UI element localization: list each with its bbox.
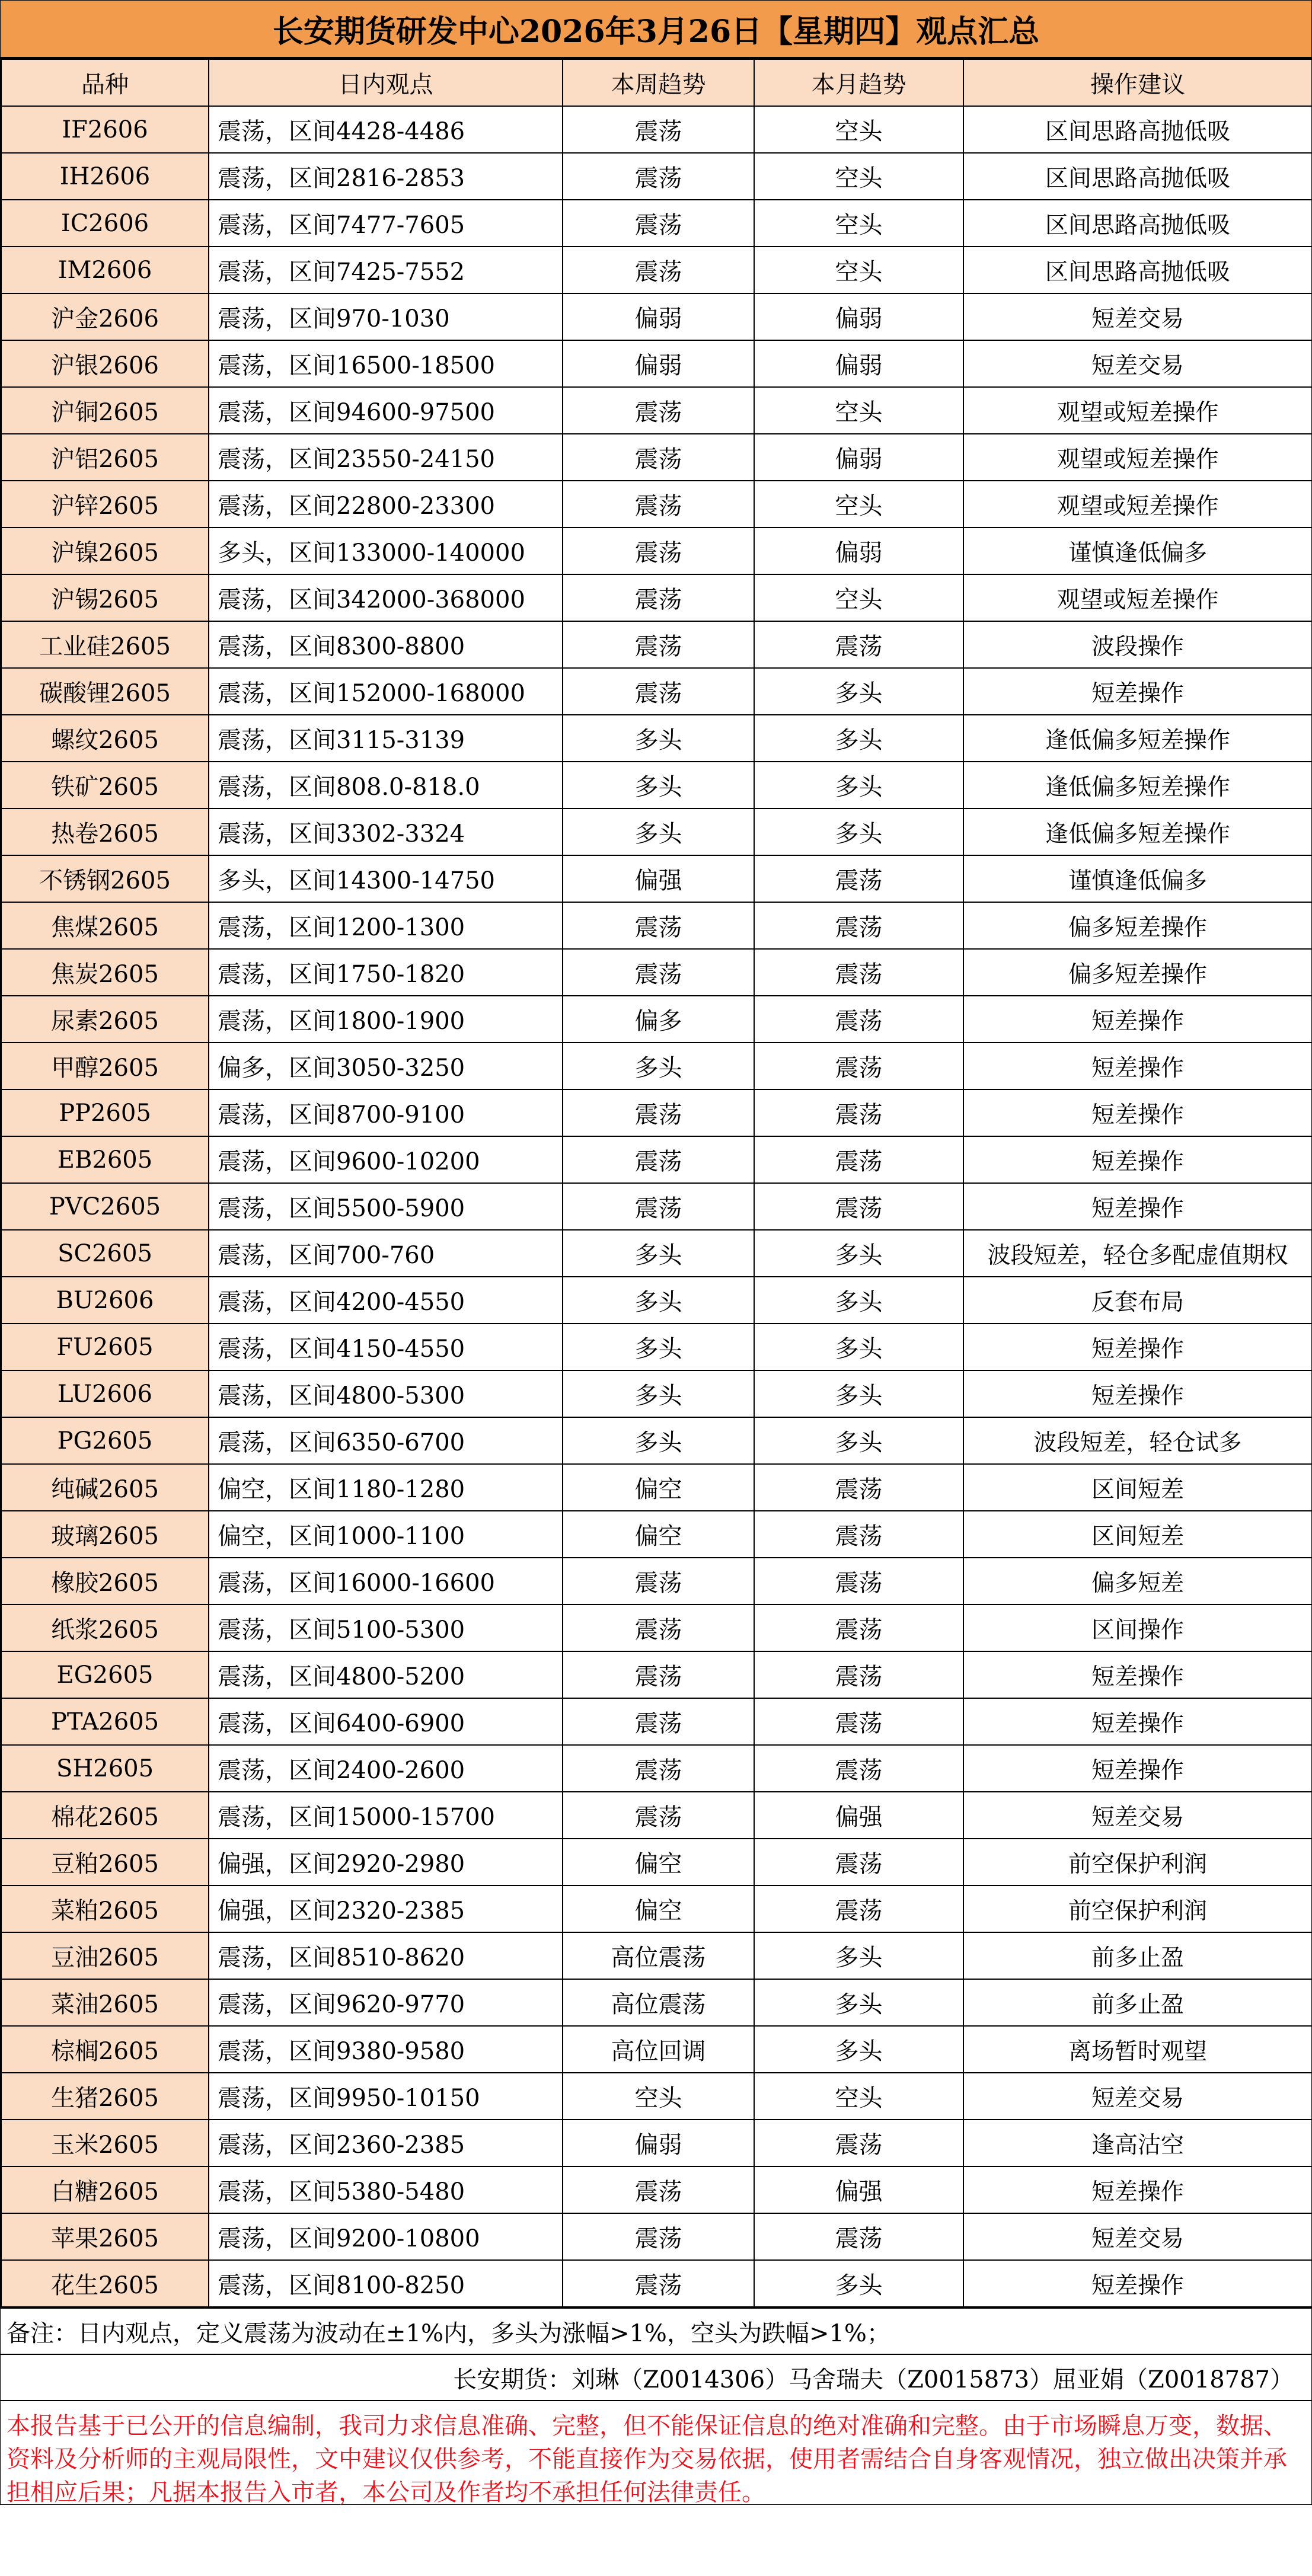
table-row (1, 621, 1312, 668)
product-cell: 豆油2605 (1, 1932, 209, 1979)
intraday-view-cell: 震荡，区间1750-1820 (209, 949, 563, 996)
intraday-view-cell: 震荡，区间970-1030 (209, 293, 563, 340)
monthly-trend-cell: 空头 (754, 247, 963, 293)
product-cell: PG2605 (1, 1417, 209, 1464)
table-row (1, 247, 1312, 293)
weekly-trend-cell: 震荡 (563, 1745, 754, 1792)
table-row (1, 2260, 1312, 2307)
advice-cell: 观望或短差操作 (963, 574, 1312, 621)
product-cell: 沪铜2605 (1, 387, 209, 434)
monthly-trend-cell: 空头 (754, 106, 963, 153)
intraday-view-cell: 震荡，区间94600-97500 (209, 387, 563, 434)
product-cell: 菜粕2605 (1, 1885, 209, 1932)
monthly-trend-cell: 震荡 (754, 1043, 963, 1089)
table-row (1, 1932, 1312, 1979)
product-cell: 焦煤2605 (1, 902, 209, 949)
product-cell: IC2606 (1, 200, 209, 247)
intraday-view-cell: 震荡，区间2816-2853 (209, 153, 563, 200)
product-cell: BU2606 (1, 1277, 209, 1324)
intraday-view-cell: 震荡，区间2400-2600 (209, 1745, 563, 1792)
product-cell: 焦炭2605 (1, 949, 209, 996)
weekly-trend-cell: 震荡 (563, 1651, 754, 1698)
monthly-trend-cell: 震荡 (754, 902, 963, 949)
table-row (1, 574, 1312, 621)
table-body (1, 106, 1312, 2307)
advice-cell: 反套布局 (963, 1277, 1312, 1324)
weekly-trend-cell: 震荡 (563, 1698, 754, 1745)
intraday-view-cell: 震荡，区间808.0-818.0 (209, 762, 563, 808)
product-cell: 纯碱2605 (1, 1464, 209, 1511)
weekly-trend-cell: 震荡 (563, 574, 754, 621)
table-row (1, 1089, 1312, 1136)
monthly-trend-cell: 震荡 (754, 1839, 963, 1885)
intraday-view-cell: 震荡，区间1800-1900 (209, 996, 563, 1043)
weekly-trend-cell: 偏弱 (563, 293, 754, 340)
table-row (1, 668, 1312, 715)
weekly-trend-cell: 偏弱 (563, 2120, 754, 2166)
product-cell: IM2606 (1, 247, 209, 293)
table-row (1, 1698, 1312, 1745)
advice-cell: 短差交易 (963, 340, 1312, 387)
weekly-trend-cell: 震荡 (563, 1136, 754, 1183)
weekly-trend-cell: 震荡 (563, 1605, 754, 1651)
intraday-view-cell: 震荡，区间5380-5480 (209, 2166, 563, 2213)
advice-cell: 离场暂时观望 (963, 2026, 1312, 2073)
advice-cell: 前多止盈 (963, 1932, 1312, 1979)
table-row (1, 1511, 1312, 1558)
monthly-trend-cell: 空头 (754, 481, 963, 528)
intraday-view-cell: 震荡，区间9380-9580 (209, 2026, 563, 2073)
product-cell: 纸浆2605 (1, 1605, 209, 1651)
table-row (1, 1605, 1312, 1651)
header-weekly-trend: 本周趋势 (563, 59, 754, 106)
table-row (1, 1417, 1312, 1464)
table-row (1, 2026, 1312, 2073)
advice-cell: 短差交易 (963, 1792, 1312, 1839)
monthly-trend-cell: 偏弱 (754, 293, 963, 340)
table-row (1, 1745, 1312, 1792)
monthly-trend-cell: 偏弱 (754, 528, 963, 574)
product-cell: FU2605 (1, 1324, 209, 1370)
note-text: 备注：日内观点，定义震荡为波动在±1%内，多头为涨幅>1%，空头为跌幅>1%； (1, 2307, 1311, 2354)
report-title: 长安期货研发中心2026年3月26日【星期四】观点汇总 (1, 1, 1311, 59)
weekly-trend-cell: 多头 (563, 1230, 754, 1277)
monthly-trend-cell: 偏强 (754, 2166, 963, 2213)
intraday-view-cell: 震荡，区间16000-16600 (209, 1558, 563, 1605)
advice-cell: 逢低偏多短差操作 (963, 762, 1312, 808)
weekly-trend-cell: 震荡 (563, 387, 754, 434)
intraday-view-cell: 偏强，区间2920-2980 (209, 1839, 563, 1885)
intraday-view-cell: 偏强，区间2320-2385 (209, 1885, 563, 1932)
weekly-trend-cell: 震荡 (563, 1089, 754, 1136)
table-row (1, 1464, 1312, 1511)
advice-cell: 短差操作 (963, 2166, 1312, 2213)
monthly-trend-cell: 震荡 (754, 1698, 963, 1745)
intraday-view-cell: 震荡，区间15000-15700 (209, 1792, 563, 1839)
weekly-trend-cell: 偏弱 (563, 340, 754, 387)
product-cell: 生猪2605 (1, 2073, 209, 2120)
intraday-view-cell: 震荡，区间5100-5300 (209, 1605, 563, 1651)
weekly-trend-cell: 多头 (563, 762, 754, 808)
advice-cell: 前多止盈 (963, 1979, 1312, 2026)
product-cell: 橡胶2605 (1, 1558, 209, 1605)
monthly-trend-cell: 震荡 (754, 1605, 963, 1651)
intraday-view-cell: 震荡，区间342000-368000 (209, 574, 563, 621)
weekly-trend-cell: 震荡 (563, 668, 754, 715)
intraday-view-cell: 震荡，区间152000-168000 (209, 668, 563, 715)
monthly-trend-cell: 多头 (754, 2026, 963, 2073)
intraday-view-cell: 震荡，区间9200-10800 (209, 2213, 563, 2260)
product-cell: 工业硅2605 (1, 621, 209, 668)
advice-cell: 前空保护利润 (963, 1839, 1312, 1885)
monthly-trend-cell: 多头 (754, 1979, 963, 2026)
advice-cell: 波段短差，轻仓试多 (963, 1417, 1312, 1464)
table-row (1, 762, 1312, 808)
intraday-view-cell: 震荡，区间6400-6900 (209, 1698, 563, 1745)
weekly-trend-cell: 多头 (563, 1370, 754, 1417)
monthly-trend-cell: 震荡 (754, 1651, 963, 1698)
product-cell: 棉花2605 (1, 1792, 209, 1839)
intraday-view-cell: 震荡，区间4150-4550 (209, 1324, 563, 1370)
table-row (1, 2213, 1312, 2260)
monthly-trend-cell: 空头 (754, 2073, 963, 2120)
product-cell: EG2605 (1, 1651, 209, 1698)
advice-cell: 短差操作 (963, 1698, 1312, 1745)
weekly-trend-cell: 震荡 (563, 2166, 754, 2213)
advice-cell: 短差操作 (963, 1136, 1312, 1183)
intraday-view-cell: 偏空，区间1000-1100 (209, 1511, 563, 1558)
advice-cell: 逢高沽空 (963, 2120, 1312, 2166)
product-cell: EB2605 (1, 1136, 209, 1183)
weekly-trend-cell: 震荡 (563, 902, 754, 949)
weekly-trend-cell: 震荡 (563, 528, 754, 574)
intraday-view-cell: 震荡，区间23550-24150 (209, 434, 563, 481)
weekly-trend-cell: 高位震荡 (563, 1932, 754, 1979)
intraday-view-cell: 震荡，区间22800-23300 (209, 481, 563, 528)
header-intraday-view: 日内观点 (209, 59, 563, 106)
weekly-trend-cell: 多头 (563, 1043, 754, 1089)
product-cell: 热卷2605 (1, 808, 209, 855)
weekly-trend-cell: 震荡 (563, 949, 754, 996)
monthly-trend-cell: 空头 (754, 200, 963, 247)
table-row (1, 1370, 1312, 1417)
table-row (1, 1792, 1312, 1839)
intraday-view-cell: 震荡，区间5500-5900 (209, 1183, 563, 1230)
product-cell: 碳酸锂2605 (1, 668, 209, 715)
analysts-text: 长安期货：刘琳（Z0014306）马舍瑞夫（Z0015873）屈亚娟（Z0018787） (1, 2354, 1311, 2400)
weekly-trend-cell: 偏空 (563, 1464, 754, 1511)
monthly-trend-cell: 多头 (754, 1370, 963, 1417)
weekly-trend-cell: 偏多 (563, 996, 754, 1043)
weekly-trend-cell: 震荡 (563, 153, 754, 200)
advice-cell: 区间短差 (963, 1464, 1312, 1511)
product-cell: 棕榈2605 (1, 2026, 209, 2073)
intraday-view-cell: 震荡，区间9620-9770 (209, 1979, 563, 2026)
table-row (1, 200, 1312, 247)
intraday-view-cell: 震荡，区间8300-8800 (209, 621, 563, 668)
intraday-view-cell: 震荡，区间4200-4550 (209, 1277, 563, 1324)
monthly-trend-cell: 多头 (754, 1932, 963, 1979)
advice-cell: 偏多短差操作 (963, 949, 1312, 996)
weekly-trend-cell: 震荡 (563, 1792, 754, 1839)
monthly-trend-cell: 偏弱 (754, 340, 963, 387)
monthly-trend-cell: 空头 (754, 153, 963, 200)
weekly-trend-cell: 空头 (563, 2073, 754, 2120)
monthly-trend-cell: 多头 (754, 668, 963, 715)
monthly-trend-cell: 震荡 (754, 949, 963, 996)
weekly-trend-cell: 偏空 (563, 1511, 754, 1558)
table-row (1, 715, 1312, 762)
monthly-trend-cell: 震荡 (754, 996, 963, 1043)
advice-cell: 谨慎逢低偏多 (963, 855, 1312, 902)
product-cell: PP2605 (1, 1089, 209, 1136)
intraday-view-cell: 多头，区间133000-140000 (209, 528, 563, 574)
weekly-trend-cell: 震荡 (563, 1558, 754, 1605)
advice-cell: 短差操作 (963, 996, 1312, 1043)
monthly-trend-cell: 多头 (754, 1230, 963, 1277)
product-cell: 玻璃2605 (1, 1511, 209, 1558)
intraday-view-cell: 震荡，区间3115-3139 (209, 715, 563, 762)
product-cell: 不锈钢2605 (1, 855, 209, 902)
table-row (1, 387, 1312, 434)
advice-cell: 逢低偏多短差操作 (963, 808, 1312, 855)
product-cell: PVC2605 (1, 1183, 209, 1230)
product-cell: 甲醇2605 (1, 1043, 209, 1089)
weekly-trend-cell: 多头 (563, 808, 754, 855)
monthly-trend-cell: 震荡 (754, 1136, 963, 1183)
weekly-trend-cell: 震荡 (563, 106, 754, 153)
table-row (1, 855, 1312, 902)
intraday-view-cell: 震荡，区间9600-10200 (209, 1136, 563, 1183)
product-cell: LU2606 (1, 1370, 209, 1417)
monthly-trend-cell: 震荡 (754, 621, 963, 668)
intraday-view-cell: 震荡，区间3302-3324 (209, 808, 563, 855)
weekly-trend-cell: 震荡 (563, 247, 754, 293)
advice-cell: 短差操作 (963, 1043, 1312, 1089)
monthly-trend-cell: 偏强 (754, 1792, 963, 1839)
table-row (1, 996, 1312, 1043)
intraday-view-cell: 震荡，区间16500-18500 (209, 340, 563, 387)
monthly-trend-cell: 震荡 (754, 1745, 963, 1792)
intraday-view-cell: 震荡，区间6350-6700 (209, 1417, 563, 1464)
weekly-trend-cell: 偏空 (563, 1885, 754, 1932)
weekly-trend-cell: 高位回调 (563, 2026, 754, 2073)
advice-cell: 偏多短差 (963, 1558, 1312, 1605)
table-row (1, 808, 1312, 855)
table-row (1, 1324, 1312, 1370)
intraday-view-cell: 震荡，区间2360-2385 (209, 2120, 563, 2166)
advice-cell: 谨慎逢低偏多 (963, 528, 1312, 574)
weekly-trend-cell: 震荡 (563, 2260, 754, 2307)
table-header-row (1, 59, 1312, 106)
table-row (1, 1043, 1312, 1089)
weekly-trend-cell: 偏空 (563, 1839, 754, 1885)
intraday-view-cell: 震荡，区间8100-8250 (209, 2260, 563, 2307)
advice-cell: 区间思路高抛低吸 (963, 200, 1312, 247)
advice-cell: 短差操作 (963, 1651, 1312, 1698)
monthly-trend-cell: 震荡 (754, 1464, 963, 1511)
disclaimer-text: 本报告基于已公开的信息编制，我司力求信息准确、完整，但不能保证信息的绝对准确和完整。由于市场瞬息万变，数据、资料及分析师的主观局限性，文中建议仅供参考，不能直接作为交易依据，使用者需结合自身客观情况，独立做出决策并承担相应后果；凡据本报告入市者，本公司及作者均不承担任何法律责任。 (1, 2400, 1311, 2576)
monthly-trend-cell: 震荡 (754, 1183, 963, 1230)
summary-table (1, 59, 1312, 2307)
product-cell: 豆粕2605 (1, 1839, 209, 1885)
advice-cell: 观望或短差操作 (963, 434, 1312, 481)
table-row (1, 1839, 1312, 1885)
product-cell: 尿素2605 (1, 996, 209, 1043)
product-cell: 菜油2605 (1, 1979, 209, 2026)
monthly-trend-cell: 震荡 (754, 855, 963, 902)
product-cell: 花生2605 (1, 2260, 209, 2307)
advice-cell: 区间短差 (963, 1511, 1312, 1558)
product-cell: IH2606 (1, 153, 209, 200)
advice-cell: 短差操作 (963, 668, 1312, 715)
header-advice: 操作建议 (963, 59, 1312, 106)
monthly-trend-cell: 多头 (754, 1277, 963, 1324)
intraday-view-cell: 震荡，区间7425-7552 (209, 247, 563, 293)
table-row (1, 2073, 1312, 2120)
weekly-trend-cell: 高位震荡 (563, 1979, 754, 2026)
table-row (1, 1277, 1312, 1324)
weekly-trend-cell: 多头 (563, 715, 754, 762)
table-row (1, 1885, 1312, 1932)
monthly-trend-cell: 多头 (754, 762, 963, 808)
intraday-view-cell: 震荡，区间4800-5200 (209, 1651, 563, 1698)
intraday-view-cell: 震荡，区间8700-9100 (209, 1089, 563, 1136)
intraday-view-cell: 震荡，区间9950-10150 (209, 2073, 563, 2120)
product-cell: 苹果2605 (1, 2213, 209, 2260)
advice-cell: 偏多短差操作 (963, 902, 1312, 949)
table-row (1, 153, 1312, 200)
table-row (1, 949, 1312, 996)
intraday-view-cell: 偏多，区间3050-3250 (209, 1043, 563, 1089)
intraday-view-cell: 多头，区间14300-14750 (209, 855, 563, 902)
table-row (1, 481, 1312, 528)
intraday-view-cell: 震荡，区间8510-8620 (209, 1932, 563, 1979)
intraday-view-cell: 震荡，区间1200-1300 (209, 902, 563, 949)
header-product: 品种 (1, 59, 209, 106)
table-row (1, 1651, 1312, 1698)
header-monthly-trend: 本月趋势 (754, 59, 963, 106)
monthly-trend-cell: 多头 (754, 808, 963, 855)
advice-cell: 短差操作 (963, 1745, 1312, 1792)
weekly-trend-cell: 震荡 (563, 2213, 754, 2260)
product-cell: 玉米2605 (1, 2120, 209, 2166)
table-row (1, 434, 1312, 481)
product-cell: 白糖2605 (1, 2166, 209, 2213)
product-cell: IF2606 (1, 106, 209, 153)
monthly-trend-cell: 多头 (754, 1324, 963, 1370)
product-cell: 沪锌2605 (1, 481, 209, 528)
advice-cell: 短差交易 (963, 293, 1312, 340)
weekly-trend-cell: 多头 (563, 1324, 754, 1370)
product-cell: 沪铝2605 (1, 434, 209, 481)
advice-cell: 观望或短差操作 (963, 387, 1312, 434)
advice-cell: 区间思路高抛低吸 (963, 153, 1312, 200)
product-cell: 沪锡2605 (1, 574, 209, 621)
monthly-trend-cell: 震荡 (754, 1885, 963, 1932)
monthly-trend-cell: 震荡 (754, 1089, 963, 1136)
intraday-view-cell: 偏空，区间1180-1280 (209, 1464, 563, 1511)
advice-cell: 短差交易 (963, 2213, 1312, 2260)
monthly-trend-cell: 多头 (754, 715, 963, 762)
table-row (1, 902, 1312, 949)
table-row (1, 2166, 1312, 2213)
advice-cell: 短差操作 (963, 1089, 1312, 1136)
intraday-view-cell: 震荡，区间700-760 (209, 1230, 563, 1277)
monthly-trend-cell: 多头 (754, 1417, 963, 1464)
table-row (1, 106, 1312, 153)
product-cell: 沪金2606 (1, 293, 209, 340)
advice-cell: 短差操作 (963, 1370, 1312, 1417)
table-row (1, 1136, 1312, 1183)
product-cell: SC2605 (1, 1230, 209, 1277)
monthly-trend-cell: 多头 (754, 2260, 963, 2307)
advice-cell: 短差操作 (963, 2260, 1312, 2307)
intraday-view-cell: 震荡，区间7477-7605 (209, 200, 563, 247)
weekly-trend-cell: 震荡 (563, 1183, 754, 1230)
table-row (1, 1230, 1312, 1277)
advice-cell: 区间思路高抛低吸 (963, 247, 1312, 293)
advice-cell: 区间操作 (963, 1605, 1312, 1651)
weekly-trend-cell: 震荡 (563, 200, 754, 247)
monthly-trend-cell: 震荡 (754, 1558, 963, 1605)
advice-cell: 前空保护利润 (963, 1885, 1312, 1932)
table-row (1, 1183, 1312, 1230)
intraday-view-cell: 震荡，区间4800-5300 (209, 1370, 563, 1417)
weekly-trend-cell: 多头 (563, 1277, 754, 1324)
table-row (1, 293, 1312, 340)
table-row (1, 528, 1312, 574)
monthly-trend-cell: 偏弱 (754, 434, 963, 481)
advice-cell: 逢低偏多短差操作 (963, 715, 1312, 762)
monthly-trend-cell: 震荡 (754, 1511, 963, 1558)
advice-cell: 短差操作 (963, 1183, 1312, 1230)
product-cell: 螺纹2605 (1, 715, 209, 762)
weekly-trend-cell: 震荡 (563, 434, 754, 481)
weekly-trend-cell: 震荡 (563, 621, 754, 668)
weekly-trend-cell: 震荡 (563, 481, 754, 528)
monthly-trend-cell: 空头 (754, 574, 963, 621)
advice-cell: 短差操作 (963, 1324, 1312, 1370)
advice-cell: 波段操作 (963, 621, 1312, 668)
weekly-trend-cell: 多头 (563, 1417, 754, 1464)
monthly-trend-cell: 震荡 (754, 2213, 963, 2260)
table-row (1, 340, 1312, 387)
product-cell: 沪镍2605 (1, 528, 209, 574)
weekly-trend-cell: 偏强 (563, 855, 754, 902)
monthly-trend-cell: 震荡 (754, 2120, 963, 2166)
intraday-view-cell: 震荡，区间4428-4486 (209, 106, 563, 153)
monthly-trend-cell: 空头 (754, 387, 963, 434)
product-cell: SH2605 (1, 1745, 209, 1792)
table-row (1, 1558, 1312, 1605)
product-cell: PTA2605 (1, 1698, 209, 1745)
table-row (1, 2120, 1312, 2166)
product-cell: 铁矿2605 (1, 762, 209, 808)
advice-cell: 区间思路高抛低吸 (963, 106, 1312, 153)
advice-cell: 观望或短差操作 (963, 481, 1312, 528)
advice-cell: 短差交易 (963, 2073, 1312, 2120)
product-cell: 沪银2606 (1, 340, 209, 387)
table-row (1, 1979, 1312, 2026)
advice-cell: 波段短差，轻仓多配虚值期权 (963, 1230, 1312, 1277)
